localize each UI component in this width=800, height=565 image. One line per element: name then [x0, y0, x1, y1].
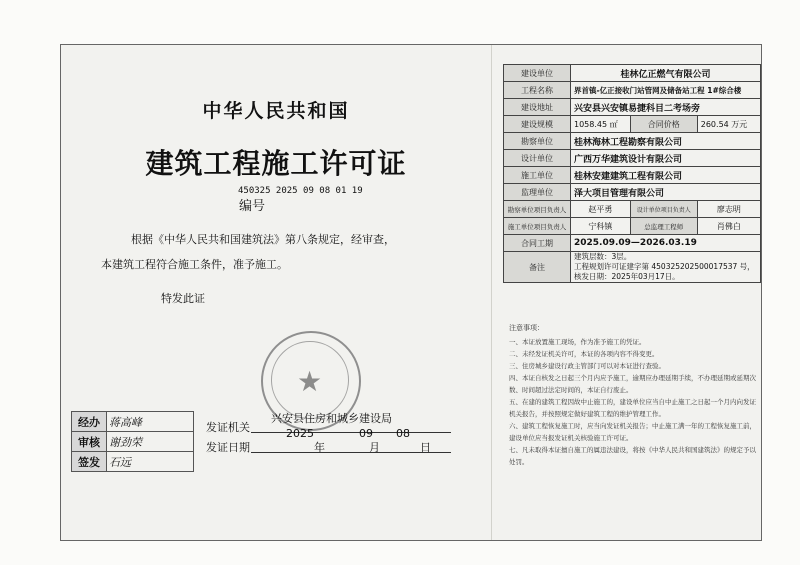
info-label: 合同价格 [630, 116, 697, 133]
info-value: 廖志明 [697, 201, 760, 218]
body-line-2: 本建筑工程符合施工条件，准予施工。 [101, 258, 288, 271]
signoff-signature: 蒋高峰 [107, 412, 194, 432]
info-value: 桂林亿正燃气有限公司 [571, 65, 761, 82]
info-value [697, 116, 760, 133]
info-value: 广西万华建筑设计有限公司 [571, 150, 761, 167]
info-row [504, 82, 761, 99]
info-label: 建设规模 [504, 116, 571, 133]
seal-star-icon: ★ [297, 365, 323, 398]
note-item: 四、本证自核发之日起三个月内应予施工，逾期应办理延期手续，不办理延期或延期次数、时间超过法定时间的，本证自行废止。 [509, 374, 756, 394]
issue-date-line [251, 452, 451, 453]
info-label: 工程名称 [504, 82, 571, 99]
note-item: 一、本证放置施工现场，作为准予施工的凭证。 [509, 338, 646, 346]
remarks-row [504, 252, 761, 283]
issue-org-line [251, 432, 451, 433]
info-label: 勘察单位项目负责人 [504, 201, 571, 218]
remarks-line: 工程规划许可证建字第 450325202500017537 号， [574, 262, 755, 271]
info-row [504, 99, 761, 116]
info-label: 建设地址 [504, 99, 571, 116]
info-value: 肖佛白 [697, 218, 760, 235]
country-title: 中华人民共和国 [202, 100, 350, 122]
note-item: 二、未经发证机关许可，本证的各项内容不得变更。 [509, 350, 659, 358]
signoff-row [72, 432, 194, 452]
info-label: 施工单位项目负责人 [504, 218, 571, 235]
note-item: 六、建筑工程恢复施工时，应当向发证机关报告；中止施工满一年的工程恢复施工前，建设单位应当报发证机关核验施工许可证。 [509, 422, 756, 442]
signoff-label: 签发 [72, 452, 107, 472]
remarks-value [571, 252, 761, 283]
info-value: 桂林海林工程勘察有限公司 [571, 133, 761, 150]
special-issue-text: 特发此证 [161, 292, 205, 305]
issue-month: 09 [359, 427, 373, 440]
note-item: 三、住房城乡建设行政主管部门可以对本证进行查验。 [509, 362, 665, 370]
info-label: 监理单位 [504, 184, 571, 201]
info-row [504, 184, 761, 201]
info-label: 备注 [504, 252, 571, 283]
month-label: 月 [369, 441, 380, 454]
signoff-label: 经办 [72, 412, 107, 432]
info-value: 兴安县兴安镇易捷科目二考场旁 [571, 99, 761, 116]
info-value: 2025.09.09—2026.03.19 [571, 235, 761, 252]
info-label: 总监理工程师 [630, 218, 697, 235]
info-value: 泽大项目管理有限公司 [571, 184, 761, 201]
info-row [504, 116, 761, 133]
issue-day: 08 [396, 427, 410, 440]
certificate-body [101, 227, 421, 277]
info-row [504, 235, 761, 252]
info-value: 1058.45 ㎡ [571, 116, 631, 133]
price-unit: 万元 [731, 119, 748, 129]
issue-date-label: 发证日期 [206, 441, 250, 454]
number-label: 编号 [239, 199, 266, 214]
contract-price: 260.54 [700, 119, 729, 129]
info-value: 桂林安建建筑工程有限公司 [571, 167, 761, 184]
info-value: 宁科镇 [571, 218, 631, 235]
notes-heading: 注意事项： [509, 324, 544, 332]
page-fold-divider [491, 45, 492, 540]
signoff-row [72, 452, 194, 472]
info-label: 设计单位 [504, 150, 571, 167]
info-label: 施工单位 [504, 167, 571, 184]
notes-section [509, 322, 761, 468]
info-label: 勘察单位 [504, 133, 571, 150]
remarks-line: 核发日期：2025年03月17日。 [574, 272, 680, 281]
info-row [504, 150, 761, 167]
signoff-label: 审核 [72, 432, 107, 452]
day-label: 日 [420, 441, 431, 454]
info-row [504, 167, 761, 184]
signoff-signature: 石远 [107, 452, 194, 472]
certificate-right-panel [503, 64, 761, 283]
note-item: 七、凡未取得本证擅自施工的属违法建设，将按《中华人民共和国建筑法》的规定予以处罚。 [509, 446, 756, 466]
remarks-line: 建筑层数：3层。 [574, 252, 632, 261]
info-label: 建设单位 [504, 65, 571, 82]
certificate-left-panel [61, 45, 491, 540]
info-value: 赵平勇 [571, 201, 631, 218]
signoff-row [72, 412, 194, 432]
issue-year: 2025 [286, 427, 314, 440]
signoff-signature: 谢劲荣 [107, 432, 194, 452]
info-label: 合同工期 [504, 235, 571, 252]
body-line-1: 根据《中华人民共和国建筑法》第八条规定，经审查， [131, 233, 395, 246]
info-value: 界首镇-亿正接收门站管网及储备站工程 1#综合楼 [571, 82, 761, 99]
certificate-frame [60, 44, 762, 541]
certificate-title: 建筑工程施工许可证 [145, 147, 407, 180]
person-row [504, 218, 761, 235]
info-label: 设计单位项目负责人 [630, 201, 697, 218]
project-info-table [503, 64, 761, 283]
info-row [504, 65, 761, 82]
certificate-number: 450325 2025 09 08 01 19 [238, 186, 363, 196]
issuing-authority: 兴安县住房和城乡建设局 [271, 412, 392, 425]
person-row [504, 201, 761, 218]
signoff-table [71, 411, 194, 472]
note-item: 五、在建的建筑工程因故中止施工的，建设单位应当自中止施工之日起一个月内向发证机关报告，并按照规定做好建筑工程的维护管理工作。 [509, 398, 756, 418]
issue-org-label: 发证机关 [206, 421, 250, 434]
info-row [504, 133, 761, 150]
year-label: 年 [314, 441, 325, 454]
